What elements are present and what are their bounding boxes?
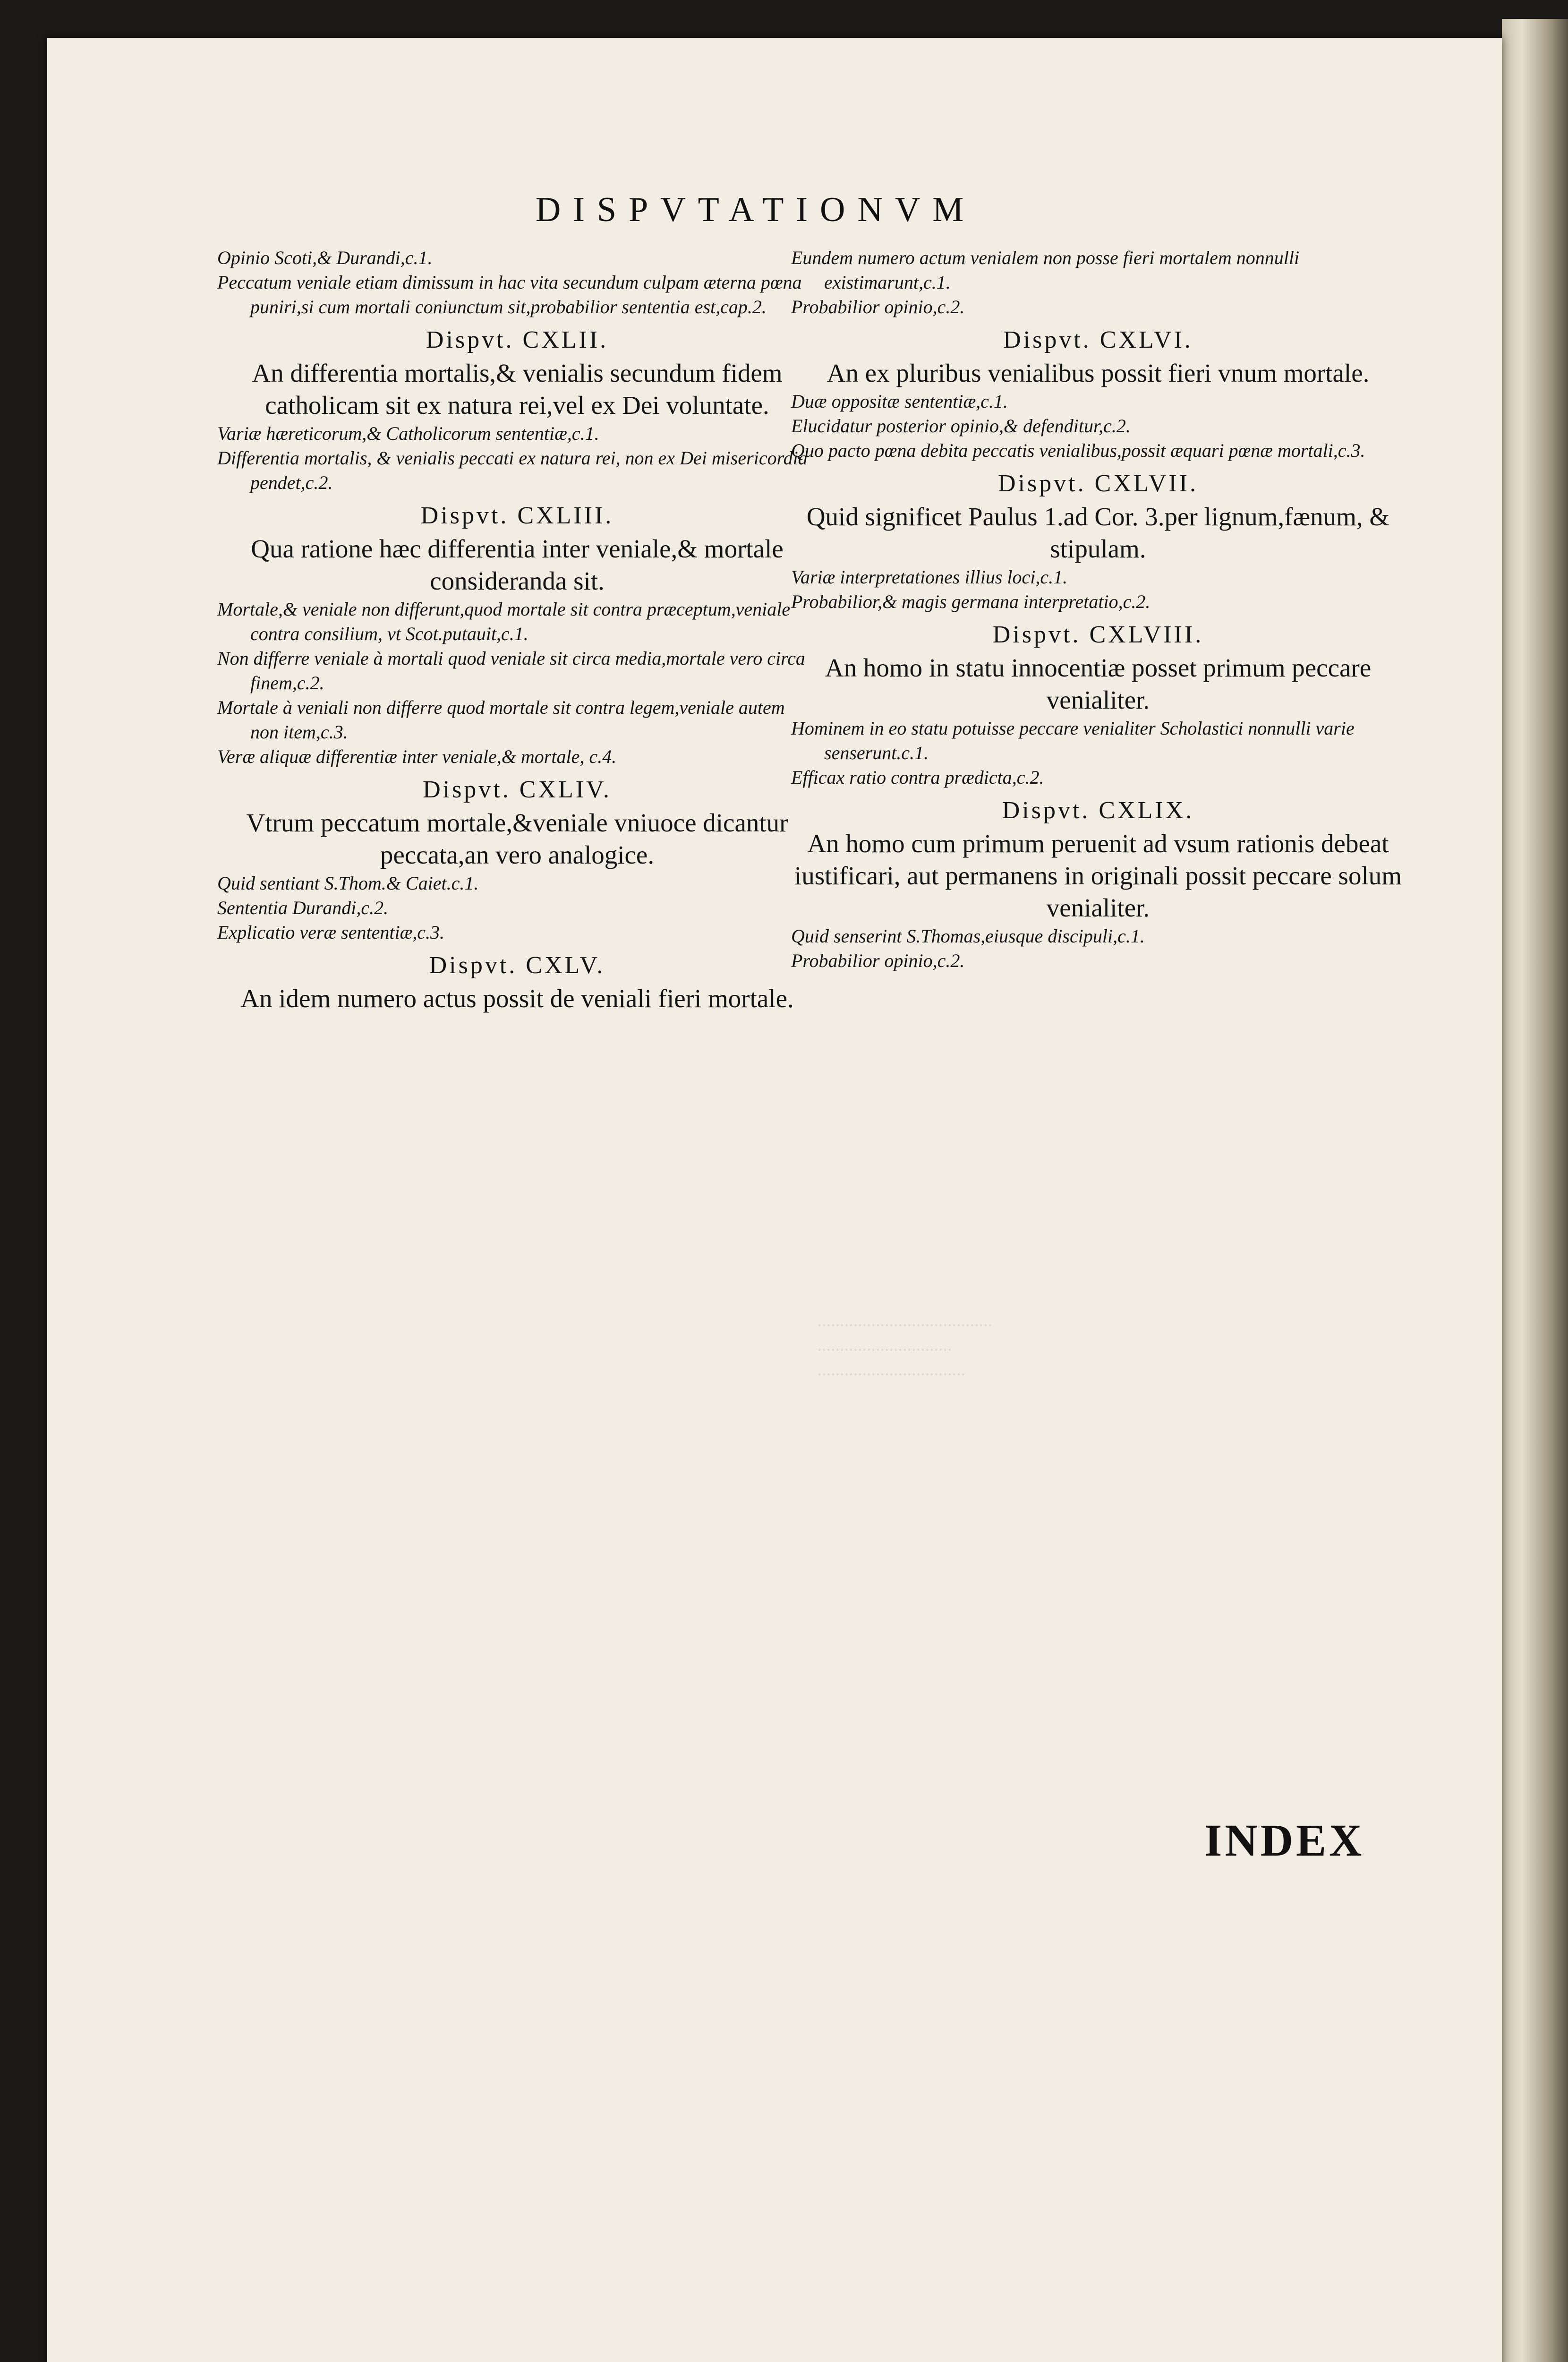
index-entry: Hominem in eo statu potuisse peccare venialiter Scholastici nonnulli varie senserunt.c.1. bbox=[791, 718, 1355, 763]
index-entry: Peccatum veniale etiam dimissum in hac vita secundum culpam æterna pœna puniri,si cum mortali coniunctum sit,probabilior sententia est,cap.2. bbox=[217, 272, 802, 317]
disputation-heading: Dispvt. CXLVII. bbox=[997, 470, 1199, 497]
disputation-heading: Dispvt. CXLV. bbox=[429, 952, 605, 979]
index-entry: Explicatio veræ sententiæ,c.3. bbox=[217, 922, 444, 943]
index-entry: Mortale à veniali non differre quod mortale sit contra legem,veniale autem non item,c.3. bbox=[217, 697, 785, 743]
left-column bbox=[217, 246, 817, 1015]
disputation-heading: Dispvt. CXLII. bbox=[426, 326, 609, 353]
index-entry: Sententia Durandi,c.2. bbox=[217, 897, 389, 918]
index-entry: Differentia mortalis, & venialis peccati ex natura rei, non ex Dei misericordia pendet,c.2. bbox=[217, 447, 808, 493]
index-entry: Elucidatur posterior opinio,& defenditur,c.2. bbox=[791, 415, 1131, 436]
disputation-question: An homo cum primum peruenit ad vsum rationis debeat iustificari, aut permanens in originali possit peccare solum venialiter. bbox=[794, 829, 1402, 922]
index-entry: Non differre veniale à mortali quod veniale sit circa media,mortale vero circa finem,c.2. bbox=[217, 648, 805, 693]
bleed-through-text: ······································· ······························ ································· bbox=[817, 1316, 992, 1385]
disputation-question: Quid significet Paulus 1.ad Cor. 3.per lignum,fænum, & stipulam. bbox=[806, 502, 1390, 563]
disputation-question: An homo in statu innocentiæ posset primum peccare venialiter. bbox=[825, 653, 1372, 714]
book-spine-edge bbox=[1502, 19, 1568, 2362]
index-entry: Quo pacto pœna debita peccatis venialibus,possit æquari pœnæ mortali,c.3. bbox=[791, 440, 1365, 461]
index-entry: Duæ oppositæ sententiæ,c.1. bbox=[791, 391, 1008, 412]
disputation-heading: Dispvt. CXLIV. bbox=[423, 776, 612, 803]
index-entry: Quid senserint S.Thomas,eiusque discipuli,c.1. bbox=[791, 925, 1145, 947]
index-entry: Probabilior,& magis germana interpretatio,c.2. bbox=[791, 591, 1150, 612]
index-entry: Variæ interpretationes illius loci,c.1. bbox=[791, 566, 1068, 588]
disputation-question: An idem numero actus possit de veniali fieri mortale. bbox=[240, 984, 794, 1013]
index-entry: Veræ aliquæ differentiæ inter veniale,& mortale, c.4. bbox=[217, 746, 617, 767]
catchword: INDEX bbox=[1204, 1815, 1365, 1866]
index-entry: Mortale,& veniale non differunt,quod mortale sit contra præceptum,veniale contra consilium, vt Scot.putauit,c.1. bbox=[217, 599, 791, 644]
book-page bbox=[47, 38, 1502, 2362]
running-header: DISPVTATIONVM bbox=[535, 190, 976, 229]
disputation-heading: Dispvt. CXLIX. bbox=[1002, 797, 1194, 824]
index-entry: Eundem numero actum venialem non posse fieri mortalem nonnulli existimarunt,c.1. bbox=[791, 247, 1300, 293]
index-entry: Opinio Scoti,& Durandi,c.1. bbox=[217, 247, 433, 268]
disputation-question: An differentia mortalis,& venialis secundum fidem catholicam sit ex natura rei,vel ex Dei voluntate. bbox=[252, 359, 783, 419]
disputation-question: An ex pluribus venialibus possit fieri vnum mortale. bbox=[827, 359, 1370, 387]
index-entry: Efficax ratio contra prædicta,c.2. bbox=[791, 767, 1044, 788]
index-entry: Variæ hæreticorum,& Catholicorum sententiæ,c.1. bbox=[217, 423, 599, 444]
disputation-heading: Dispvt. CXLVI. bbox=[1003, 326, 1193, 353]
right-column bbox=[791, 246, 1405, 973]
index-entry: Probabilior opinio,c.2. bbox=[791, 296, 965, 317]
index-entry: Quid sentiant S.Thom.& Caiet.c.1. bbox=[217, 873, 479, 894]
disputation-heading: Dispvt. CXLIII. bbox=[420, 502, 614, 529]
disputation-heading: Dispvt. CXLVIII. bbox=[992, 621, 1204, 648]
disputation-question: Qua ratione hæc differentia inter veniale,& mortale consideranda sit. bbox=[251, 534, 784, 595]
index-entry: Probabilior opinio,c.2. bbox=[791, 950, 965, 971]
disputation-question: Vtrum peccatum mortale,&veniale vniuoce dicantur peccata,an vero analogice. bbox=[246, 808, 788, 869]
